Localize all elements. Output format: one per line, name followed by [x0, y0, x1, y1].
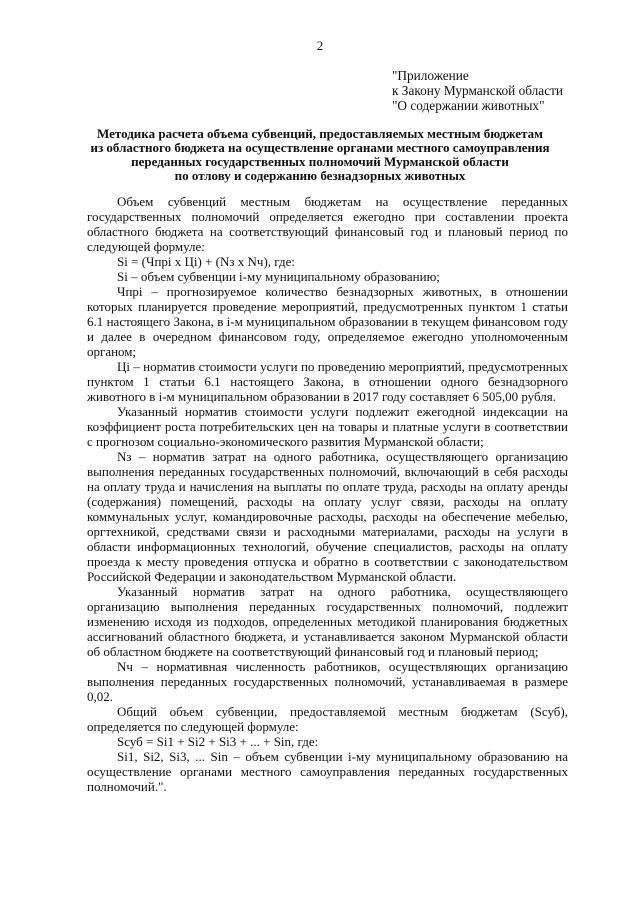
paragraph-7: Указанный норматив затрат на одного работника, осуществляющего организацию выполнения переданных государственных полномочий, подлежит изменению исходя из подходов, определенных методикой планирования бюджетных ассигнований областного бюджета, и устанавливается законом Мурманской области об областном бюджете на соответствующий финансовый год и плановый период; [87, 584, 568, 659]
paragraph-6: Nз – норматив затрат на одного работника, осуществляющего организацию выполнения переданных государственных полномочий, включающий в себя расходы на оплату труда и начисления на выплаты по оплате труда, расходы на оплату аренды (содержания) помещений, расходы на оплату услуг связи, расходы на оплату коммунальных услуг, командировочные расходы, расходы на обеспечение мебелью, оргтехникой, средствами связи и расходными материалами, расходы на услуги в области информационных технологий, обучение специалистов, расходы на оплату проезда к месту проведения отпуска и обратно в соответствии с законодательством Российской Федерации и законодательством Мурманской области. [87, 449, 568, 584]
appendix-header [392, 68, 622, 113]
paragraph-1: Объем субвенций местным бюджетам на осуществление переданных государственных полномочий определяется ежегодно при составлении проекта областного бюджета на соответствующий финансовый год и плановый период по следующей формуле: [87, 194, 568, 254]
formula-ssub: Sсуб = Si1 + Si2 + Si3 + ... + Sin, где: [117, 734, 319, 749]
document-title [60, 127, 580, 183]
paragraph-3: Чпрi – прогнозируемое количество безнадзорных животных, в отношении которых планируется проведение мероприятий, предусмотренных пунктом 1 статьи 6.1 настоящего Закона, в i-м муниципальном образовании в текущем финансовом году и далее в очередном финансовом году, определяемое ежегодно уполномоченным органом; [87, 284, 568, 359]
document-body [87, 194, 568, 794]
title-line-3: переданных государственных полномочий Мурманской области [131, 154, 509, 169]
title-line-1: Методика расчета объема субвенций, предоставляемых местным бюджетам [97, 126, 543, 141]
appendix-line-3: "О содержании животных" [392, 98, 545, 113]
paragraph-10: Si1, Si2, Si3, ... Sin – объем субвенции i-му муниципальному образованию на осуществление органами местного самоуправления переданных государственных полномочий.". [87, 749, 568, 794]
formula-si: Si = (Чпрi x Цi) + (Nз x Nч), где: [117, 254, 295, 269]
page-number: 2 [316, 38, 324, 53]
title-line-4: по отлову и содержанию безнадзорных животных [174, 168, 466, 183]
paragraph-5: Указанный норматив стоимости услуги подлежит ежегодной индексации на коэффициент роста потребительских цен на товары и платные услуги в соответствии с прогнозом социально-экономического развития Мурманской области; [87, 404, 568, 449]
title-line-2: из областного бюджета на осуществление органами местного самоуправления [90, 140, 550, 155]
paragraph-4: Цi – норматив стоимости услуги по проведению мероприятий, предусмотренных пунктом 1 статьи 6.1 настоящего Закона, в отношении одного безнадзорного животного в i-м муниципальном образовании в 2017 году составляет 6 505,00 рубля. [87, 359, 568, 404]
appendix-line-2: к Закону Мурманской области [392, 83, 564, 98]
paragraph-9: Общий объем субвенции, предоставляемой местным бюджетам (Sсуб), определяется по следующей формуле: [87, 704, 568, 734]
paragraph-2: Si – объем субвенции i-му муниципальному образованию; [117, 269, 440, 284]
appendix-line-1: "Приложение [392, 68, 469, 83]
paragraph-8: Nч – нормативная численность работников, осуществляющих организацию выполнения переданных государственных полномочий, устанавливаемая в размере 0,02. [87, 659, 568, 704]
